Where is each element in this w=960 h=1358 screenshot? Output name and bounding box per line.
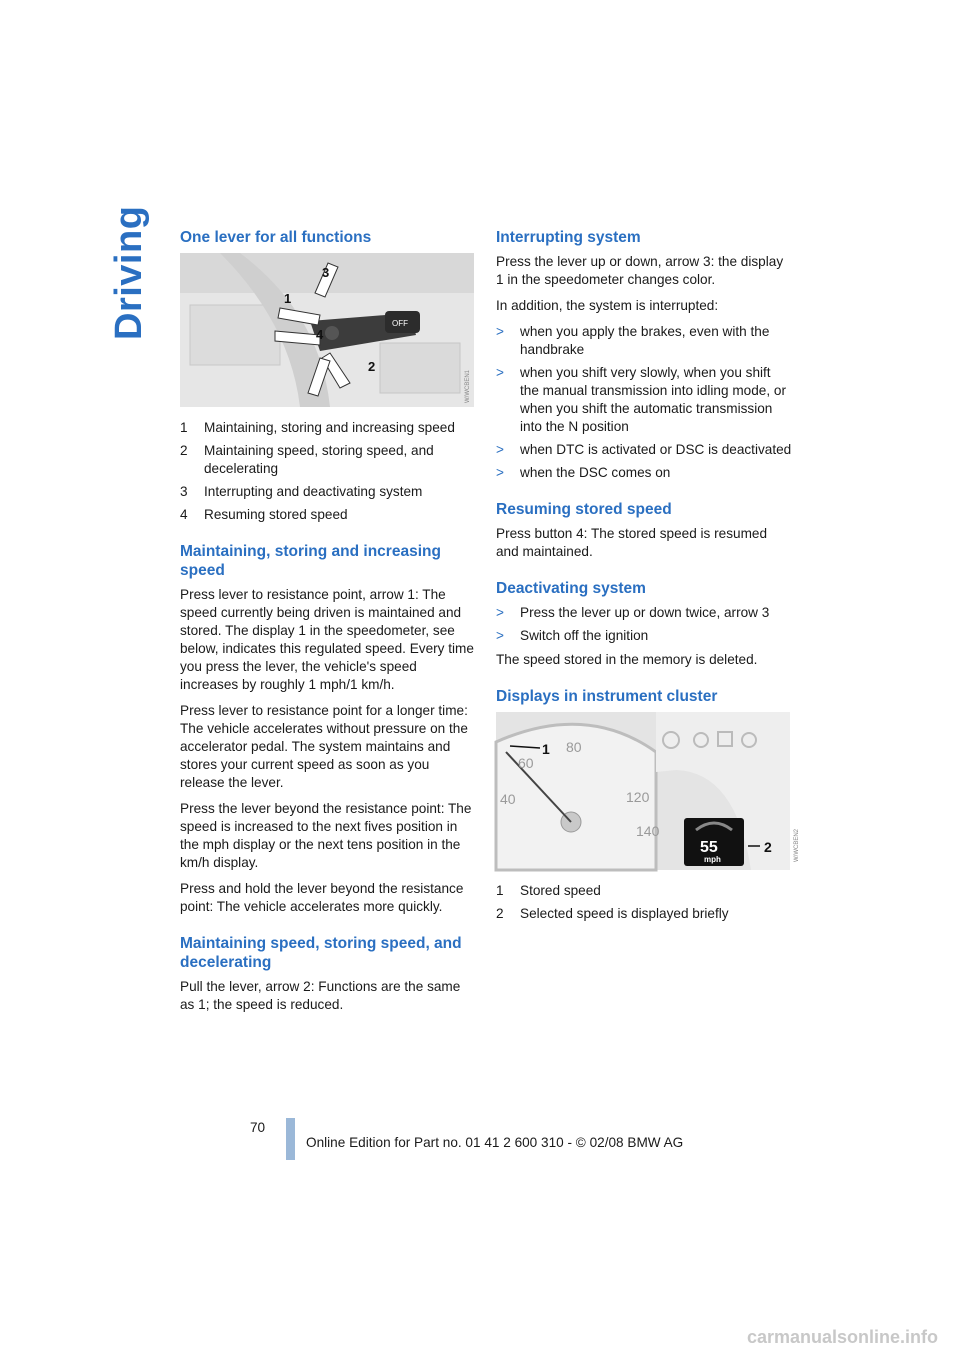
svg-text:60: 60: [518, 755, 534, 771]
fig1-label-1: 1: [284, 291, 292, 306]
fig2-code: W/WCBEN2: [794, 829, 800, 862]
left-column: [180, 228, 476, 1022]
paragraph: Press the lever up or down, arrow 3: the display 1 in the speedometer changes color.: [496, 254, 784, 287]
list-item: > when DTC is activated or DSC is deactivated: [496, 442, 792, 457]
watermark: carmanualsonline.info: [746, 1327, 938, 1347]
function-list: [180, 419, 476, 524]
list-item: > Switch off the ignition: [496, 628, 649, 643]
list-item: 2 Selected speed is displayed briefly: [496, 906, 729, 921]
list-item: 1 Maintaining, storing and increasing speed: [180, 420, 455, 435]
heading-displays: Displays in instrument cluster: [496, 688, 718, 705]
list-item: > when the DSC comes on: [496, 465, 671, 480]
display-list: [496, 882, 792, 923]
list-item: > Press the lever up or down twice, arrow 3: [496, 605, 770, 620]
svg-text:40: 40: [500, 791, 516, 807]
paragraph: In addition, the system is interrupted:: [496, 298, 719, 313]
heading-increasing-speed: Maintaining, storing and increasing speed: [180, 543, 441, 579]
fig1-code: W/WCBEN1: [465, 370, 471, 403]
paragraph: Press the lever beyond the resistance point: The speed is increased to the next fives position in the mph display or the next tens position in the km/h display.: [180, 801, 472, 870]
list-item: 1 Stored speed: [496, 883, 601, 898]
paragraph: Pull the lever, arrow 2: Functions are the same as 1; the speed is reduced.: [180, 979, 461, 1012]
svg-text:120: 120: [626, 789, 650, 805]
footer-edition: Online Edition for Part no. 01 41 2 600 310 - © 02/08 BMW AG: [306, 1135, 684, 1150]
svg-text:OFF: OFF: [392, 319, 408, 328]
fig2-unit: mph: [704, 855, 721, 864]
heading-deactivating: Deactivating system: [496, 580, 646, 597]
heading-interrupting: Interrupting system: [496, 229, 641, 246]
footer-bar: [286, 1118, 295, 1160]
fig1-label-2: 2: [368, 359, 376, 374]
section-title: [104, 205, 158, 350]
svg-text:140: 140: [636, 823, 660, 839]
heading-decelerating: Maintaining speed, storing speed, and decelerating: [180, 935, 462, 971]
paragraph: Press lever to resistance point, arrow 1: The speed currently being driven is maintained and stored. The display 1 in the speedometer, see below, indicates this regulated speed. Every time you press the lever, the vehicle's speed increases by roughly 1 mph/1 km/h.: [180, 587, 474, 692]
list-item: > when you shift very slowly, when you shift the manual transmission into idling mode, or when you shift the automatic transmission into the N position: [496, 365, 786, 434]
figure-instrument-cluster: [496, 712, 800, 870]
right-column: [496, 228, 800, 929]
heading-one-lever: One lever for all functions: [180, 229, 372, 246]
page-number: 70: [250, 1120, 266, 1135]
list-item: > when you apply the brakes, even with the handbrake: [496, 324, 770, 357]
section-title-text: Driving: [108, 205, 150, 340]
fig1-label-4: 4: [316, 327, 324, 342]
fig2-label-2: 2: [764, 839, 772, 855]
interrupt-conditions: [496, 323, 792, 482]
paragraph: Press and hold the lever beyond the resistance point: The vehicle accelerates more quickly.: [180, 881, 464, 914]
svg-text:80: 80: [566, 739, 582, 755]
paragraph: Press lever to resistance point for a longer time: The vehicle accelerates without pressure on the accelerator pedal. The system maintains and stores your current speed as soon as you release the lever.: [180, 703, 468, 790]
figure-lever: [180, 253, 474, 407]
paragraph: The speed stored in the memory is deleted.: [496, 652, 758, 667]
list-item: 2 Maintaining speed, storing speed, and decelerating: [180, 443, 434, 476]
fig2-speed: 55: [700, 839, 718, 856]
list-item: 3 Interrupting and deactivating system: [180, 484, 423, 499]
fig1-label-3: 3: [322, 265, 330, 280]
heading-resuming: Resuming stored speed: [496, 501, 672, 518]
fig2-label-1: 1: [542, 741, 550, 757]
list-item: 4 Resuming stored speed: [180, 507, 348, 522]
deactivate-steps: [496, 604, 792, 645]
paragraph: Press button 4: The stored speed is resumed and maintained.: [496, 526, 768, 559]
